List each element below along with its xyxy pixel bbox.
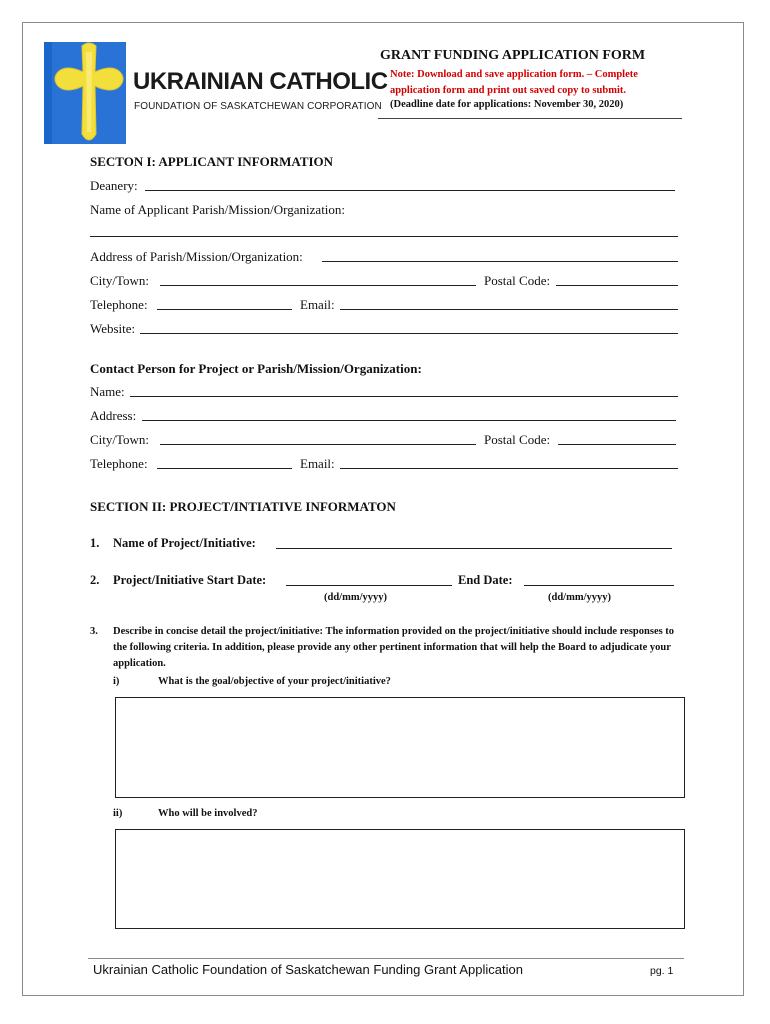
header-divider (378, 118, 682, 119)
involved-answer-box[interactable] (115, 829, 685, 929)
logo-subtitle: FOUNDATION OF SASKATCHEWAN CORPORATION (134, 101, 382, 112)
end-date-format: (dd/mm/yyyy) (548, 592, 611, 603)
footer-divider (88, 958, 684, 959)
postal-label: Postal Code: (484, 273, 551, 288)
start-date-label: Project/Initiative Start Date: (113, 573, 267, 587)
section2-heading: SECTION II: PROJECT/INTIATIVE INFORMATON (90, 499, 396, 514)
cross-icon (52, 42, 126, 144)
telephone-field[interactable] (157, 309, 292, 310)
start-date-field[interactable] (286, 585, 452, 586)
address-field[interactable] (322, 261, 678, 262)
logo-name: UKRAINIAN CATHOLIC (133, 68, 388, 95)
contact-city-label: City/Town: (90, 432, 150, 447)
contact-name-label: Name: (90, 384, 125, 399)
contact-email-field[interactable] (340, 468, 678, 469)
contact-name-field[interactable] (130, 396, 678, 397)
contact-heading: Contact Person for Project or Parish/Mission/Organization: (90, 361, 422, 376)
question3-number: 3. (90, 626, 98, 637)
question2-number: 2. (90, 573, 100, 587)
contact-email-label: Email: (300, 456, 335, 471)
start-date-format: (dd/mm/yyyy) (324, 592, 387, 603)
end-date-label: End Date: (458, 573, 513, 587)
applicant-name-field[interactable] (90, 236, 678, 237)
download-note: Note: Download and save application form. – Complete application form and print out saved copy to submit. (390, 69, 638, 96)
email-field[interactable] (340, 309, 678, 310)
logo-accent-bar (44, 42, 52, 144)
address-label: Address of Parish/Mission/Organization: (90, 249, 303, 264)
footer-text: Ukrainian Catholic Foundation of Saskatchewan Funding Grant Application (93, 962, 523, 977)
project-name-field[interactable] (276, 548, 672, 549)
goal-answer-box[interactable] (115, 697, 685, 798)
deanery-label: Deanery: (90, 178, 138, 193)
city-field[interactable] (160, 285, 476, 286)
section1-heading: SECTON I: APPLICANT INFORMATION (90, 154, 334, 169)
subquestion-i-text: What is the goal/objective of your project/initiative? (158, 676, 391, 687)
contact-postal-label: Postal Code: (484, 432, 551, 447)
question3-description: Describe in concise detail the project/initiative: The information provided on the project/initiative should include responses to the following criteria. In addition, please provide any other pertinent information that will help the Board to adjudicate your application. (113, 626, 675, 669)
deadline-note: (Deadline date for applications: November 30, 2020) (390, 99, 624, 110)
contact-postal-field[interactable] (558, 444, 676, 445)
city-label: City/Town: (90, 273, 150, 288)
subquestion-ii-text: Who will be involved? (158, 808, 258, 819)
question1-number: 1. (90, 536, 100, 550)
page-number: pg. 1 (650, 965, 674, 977)
subquestion-ii-number: ii) (113, 808, 123, 819)
form-title: GRANT FUNDING APPLICATION FORM (380, 48, 646, 63)
end-date-field[interactable] (524, 585, 674, 586)
telephone-label: Telephone: (90, 297, 148, 312)
contact-telephone-label: Telephone: (90, 456, 148, 471)
contact-telephone-field[interactable] (157, 468, 292, 469)
contact-address-label: Address: (90, 408, 137, 423)
postal-field[interactable] (556, 285, 678, 286)
subquestion-i-number: i) (113, 676, 120, 687)
website-field[interactable] (140, 333, 678, 334)
website-label: Website: (90, 321, 136, 336)
contact-city-field[interactable] (160, 444, 476, 445)
email-label: Email: (300, 297, 335, 312)
deanery-field[interactable] (145, 190, 675, 191)
project-name-label: Name of Project/Initiative: (113, 536, 256, 550)
applicant-name-label: Name of Applicant Parish/Mission/Organization: (90, 202, 346, 217)
contact-address-field[interactable] (142, 420, 676, 421)
